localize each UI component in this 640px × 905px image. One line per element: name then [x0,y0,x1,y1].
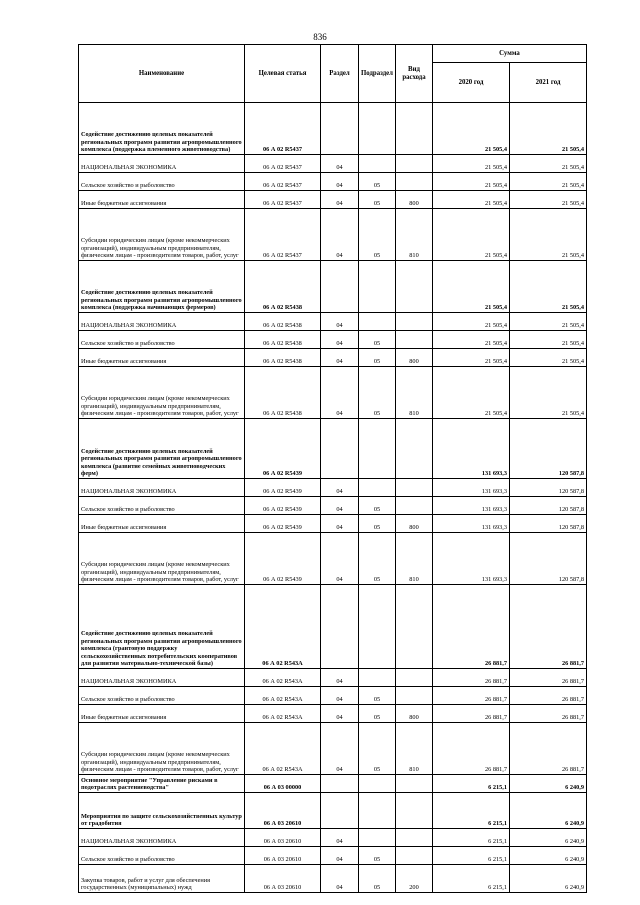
row-target-cell: 06 А 03 20610 [245,847,321,865]
row-target-cell: 06 А 02 R5439 [245,533,321,585]
row-subsection-cell: 05 [359,173,396,191]
header-subsection: Подраздел [359,45,396,103]
row-section-cell: 04 [321,209,359,261]
row-expense-cell: 800 [396,349,433,367]
row-2020-cell: 21 505,4 [433,331,510,349]
row-target-cell: 06 А 02 R5438 [245,367,321,419]
row-2021-cell: 120 587,8 [510,533,587,585]
row-expense-cell: 800 [396,515,433,533]
table-row [79,497,587,515]
row-subsection-cell: 05 [359,349,396,367]
row-2020-cell: 6 215,1 [433,847,510,865]
row-name-cell: НАЦИОНАЛЬНАЯ ЭКОНОМИКА [79,829,245,847]
table-row [79,793,587,829]
row-name-cell: Субсидии юридическим лицам (кроме некоммерческих организаций), индивидуальным предпринимателям, физическим лицам - производителям товаров, работ, услуг [79,209,245,261]
row-section-cell: 04 [321,847,359,865]
row-expense-cell [396,479,433,497]
row-2020-cell: 6 215,1 [433,865,510,893]
row-2021-cell: 21 505,4 [510,209,587,261]
table-row [79,705,587,723]
table-row [79,723,587,775]
row-subsection-cell: 05 [359,191,396,209]
row-subsection-cell [359,155,396,173]
table-row [79,829,587,847]
row-2021-cell: 21 505,4 [510,331,587,349]
row-section-cell: 04 [321,349,359,367]
row-expense-cell: 800 [396,191,433,209]
row-name-cell: НАЦИОНАЛЬНАЯ ЭКОНОМИКА [79,669,245,687]
row-2021-cell: 120 587,8 [510,419,587,479]
row-2021-cell: 21 505,4 [510,367,587,419]
row-2021-cell: 6 240,9 [510,865,587,893]
row-subsection-cell: 05 [359,497,396,515]
row-target-cell: 06 А 02 R5438 [245,331,321,349]
row-section-cell: 04 [321,829,359,847]
table-row [79,865,587,893]
row-expense-cell [396,261,433,313]
row-expense-cell: 800 [396,705,433,723]
row-2020-cell: 26 881,7 [433,687,510,705]
row-target-cell: 06 А 02 R543А [245,585,321,669]
row-expense-cell [396,775,433,793]
row-subsection-cell: 05 [359,723,396,775]
row-2021-cell: 6 240,9 [510,847,587,865]
row-target-cell: 06 А 02 R5439 [245,419,321,479]
row-2020-cell: 21 505,4 [433,103,510,155]
row-2020-cell: 6 215,1 [433,793,510,829]
row-name-cell: Содействие достижению целевых показателей региональных программ развития агропромышленного комплекса (поддержка племенного животноводства) [79,103,245,155]
row-target-cell: 06 А 02 R543А [245,669,321,687]
row-target-cell: 06 А 02 R5439 [245,515,321,533]
row-expense-cell [396,173,433,191]
row-section-cell [321,419,359,479]
table-row [79,687,587,705]
row-subsection-cell [359,261,396,313]
header-name: Наименование [79,45,245,103]
row-section-cell: 04 [321,191,359,209]
row-name-cell: Содействие достижению целевых показателей региональных программ развития агропромышленного комплекса (поддержка начинающих фермеров) [79,261,245,313]
row-section-cell [321,261,359,313]
row-target-cell: 06 А 03 20610 [245,793,321,829]
row-target-cell: 06 А 02 R543А [245,723,321,775]
row-2020-cell: 26 881,7 [433,705,510,723]
row-2020-cell: 21 505,4 [433,261,510,313]
row-2021-cell: 21 505,4 [510,261,587,313]
header-sum: Сумма [433,45,587,63]
row-target-cell: 06 А 02 R5437 [245,155,321,173]
budget-table [78,44,587,893]
row-name-cell: Сельское хозяйство и рыболовство [79,497,245,515]
row-expense-cell [396,103,433,155]
row-target-cell: 06 А 02 R5439 [245,497,321,515]
row-target-cell: 06 А 03 00000 [245,775,321,793]
row-section-cell: 04 [321,533,359,585]
row-name-cell: Иные бюджетные ассигнования [79,349,245,367]
row-expense-cell [396,419,433,479]
row-2021-cell: 120 587,8 [510,497,587,515]
row-section-cell: 04 [321,669,359,687]
row-2020-cell: 21 505,4 [433,313,510,331]
header-2020: 2020 год [433,63,510,103]
row-section-cell: 04 [321,331,359,349]
row-2020-cell: 131 693,3 [433,497,510,515]
row-name-cell: Сельское хозяйство и рыболовство [79,331,245,349]
table-row [79,103,587,155]
table-row [79,331,587,349]
row-expense-cell [396,331,433,349]
row-name-cell: Сельское хозяйство и рыболовство [79,687,245,705]
row-expense-cell [396,829,433,847]
row-subsection-cell: 05 [359,331,396,349]
row-target-cell: 06 А 02 R5437 [245,103,321,155]
row-name-cell: Субсидии юридическим лицам (кроме некоммерческих организаций), индивидуальным предпринимателям, физическим лицам - производителям товаров, работ, услуг [79,533,245,585]
row-name-cell: НАЦИОНАЛЬНАЯ ЭКОНОМИКА [79,479,245,497]
row-2020-cell: 21 505,4 [433,367,510,419]
row-section-cell [321,775,359,793]
row-2021-cell: 26 881,7 [510,687,587,705]
table-row [79,155,587,173]
row-section-cell: 04 [321,705,359,723]
header-section: Раздел [321,45,359,103]
row-target-cell: 06 А 02 R543А [245,687,321,705]
row-2021-cell: 120 587,8 [510,479,587,497]
row-section-cell [321,793,359,829]
row-subsection-cell [359,419,396,479]
table-row [79,191,587,209]
row-2021-cell: 26 881,7 [510,723,587,775]
row-subsection-cell [359,775,396,793]
row-target-cell: 06 А 03 20610 [245,829,321,847]
row-2021-cell: 21 505,4 [510,191,587,209]
row-2020-cell: 131 693,3 [433,419,510,479]
table-row [79,419,587,479]
row-target-cell: 06 А 02 R5438 [245,349,321,367]
row-target-cell: 06 А 02 R5438 [245,313,321,331]
row-2020-cell: 21 505,4 [433,209,510,261]
row-section-cell: 04 [321,313,359,331]
row-expense-cell: 810 [396,533,433,585]
row-2021-cell: 6 240,9 [510,775,587,793]
row-2020-cell: 21 505,4 [433,155,510,173]
table-row [79,209,587,261]
row-expense-cell [396,155,433,173]
row-name-cell: Сельское хозяйство и рыболовство [79,847,245,865]
table-row [79,775,587,793]
row-subsection-cell: 05 [359,515,396,533]
row-subsection-cell [359,479,396,497]
row-2021-cell: 21 505,4 [510,313,587,331]
row-subsection-cell: 05 [359,705,396,723]
row-name-cell: Закупка товаров, работ и услуг для обеспечения государственных (муниципальных) нужд [79,865,245,893]
row-2020-cell: 21 505,4 [433,349,510,367]
row-target-cell: 06 А 03 20610 [245,865,321,893]
row-2021-cell: 26 881,7 [510,669,587,687]
row-section-cell: 04 [321,479,359,497]
row-2020-cell: 131 693,3 [433,479,510,497]
row-expense-cell: 200 [396,865,433,893]
row-name-cell: Содействие достижению целевых показателей региональных программ развития агропромышленного комплекса (развитие семейных животноводческих ферм) [79,419,245,479]
row-section-cell: 04 [321,515,359,533]
row-expense-cell [396,669,433,687]
table-row [79,669,587,687]
row-expense-cell [396,497,433,515]
row-section-cell: 04 [321,155,359,173]
page-number: 836 [313,32,327,42]
table-row [79,479,587,497]
table-row [79,261,587,313]
table-row [79,533,587,585]
row-subsection-cell: 05 [359,209,396,261]
row-2020-cell: 21 505,4 [433,173,510,191]
row-2020-cell: 6 215,1 [433,775,510,793]
table-row [79,313,587,331]
row-subsection-cell [359,103,396,155]
row-expense-cell [396,585,433,669]
row-name-cell: Субсидии юридическим лицам (кроме некоммерческих организаций), индивидуальным предпринимателям, физическим лицам - производителям товаров, работ, услуг [79,367,245,419]
header-expense-type: Вид расхода [396,45,433,103]
table-row [79,847,587,865]
row-2020-cell: 21 505,4 [433,191,510,209]
row-name-cell: Содействие достижению целевых показателей региональных программ развития агропромышленного комплекса (грантовую поддержку сельскохозяйственных потребительских кооперативов для развития материально-технической базы) [79,585,245,669]
row-name-cell: НАЦИОНАЛЬНАЯ ЭКОНОМИКА [79,155,245,173]
row-2020-cell: 26 881,7 [433,669,510,687]
row-section-cell: 04 [321,865,359,893]
row-expense-cell [396,687,433,705]
row-2021-cell: 21 505,4 [510,349,587,367]
row-target-cell: 06 А 02 R5439 [245,479,321,497]
row-subsection-cell [359,669,396,687]
row-name-cell: Мероприятия по защите сельскохозяйственных культур от градобития [79,793,245,829]
table-row [79,515,587,533]
row-name-cell: Иные бюджетные ассигнования [79,191,245,209]
header-target: Целевая статья [245,45,321,103]
row-section-cell: 04 [321,367,359,419]
table-row [79,585,587,669]
row-section-cell: 04 [321,173,359,191]
row-subsection-cell [359,829,396,847]
row-2020-cell: 131 693,3 [433,533,510,585]
row-expense-cell: 810 [396,209,433,261]
table-row [79,349,587,367]
row-subsection-cell [359,313,396,331]
row-subsection-cell: 05 [359,865,396,893]
row-section-cell [321,103,359,155]
row-name-cell: Основное мероприятие "Управление рисками в подотраслях растениеводства" [79,775,245,793]
row-2021-cell: 26 881,7 [510,585,587,669]
row-subsection-cell: 05 [359,533,396,585]
row-2020-cell: 26 881,7 [433,723,510,775]
row-subsection-cell [359,793,396,829]
row-name-cell: НАЦИОНАЛЬНАЯ ЭКОНОМИКА [79,313,245,331]
header-2021: 2021 год [510,63,587,103]
row-subsection-cell [359,585,396,669]
row-2020-cell: 131 693,3 [433,515,510,533]
row-2021-cell: 120 587,8 [510,515,587,533]
row-2020-cell: 6 215,1 [433,829,510,847]
row-section-cell: 04 [321,497,359,515]
row-2021-cell: 21 505,4 [510,155,587,173]
row-2021-cell: 6 240,9 [510,829,587,847]
row-expense-cell [396,793,433,829]
row-subsection-cell: 05 [359,367,396,419]
row-2020-cell: 26 881,7 [433,585,510,669]
row-expense-cell: 810 [396,723,433,775]
row-name-cell: Сельское хозяйство и рыболовство [79,173,245,191]
row-name-cell: Субсидии юридическим лицам (кроме некоммерческих организаций), индивидуальным предпринимателям, физическим лицам - производителям товаров, работ, услуг [79,723,245,775]
table-row [79,367,587,419]
row-expense-cell: 810 [396,367,433,419]
row-section-cell: 04 [321,687,359,705]
row-target-cell: 06 А 02 R5437 [245,191,321,209]
row-target-cell: 06 А 02 R5437 [245,173,321,191]
row-expense-cell [396,847,433,865]
row-2021-cell: 26 881,7 [510,705,587,723]
row-expense-cell [396,313,433,331]
row-2021-cell: 21 505,4 [510,173,587,191]
row-2021-cell: 6 240,9 [510,793,587,829]
row-target-cell: 06 А 02 R5437 [245,209,321,261]
row-name-cell: Иные бюджетные ассигнования [79,705,245,723]
row-2021-cell: 21 505,4 [510,103,587,155]
row-target-cell: 06 А 02 R5438 [245,261,321,313]
row-section-cell: 04 [321,723,359,775]
row-subsection-cell: 05 [359,687,396,705]
row-subsection-cell: 05 [359,847,396,865]
row-section-cell [321,585,359,669]
table-row [79,173,587,191]
row-name-cell: Иные бюджетные ассигнования [79,515,245,533]
row-target-cell: 06 А 02 R543А [245,705,321,723]
